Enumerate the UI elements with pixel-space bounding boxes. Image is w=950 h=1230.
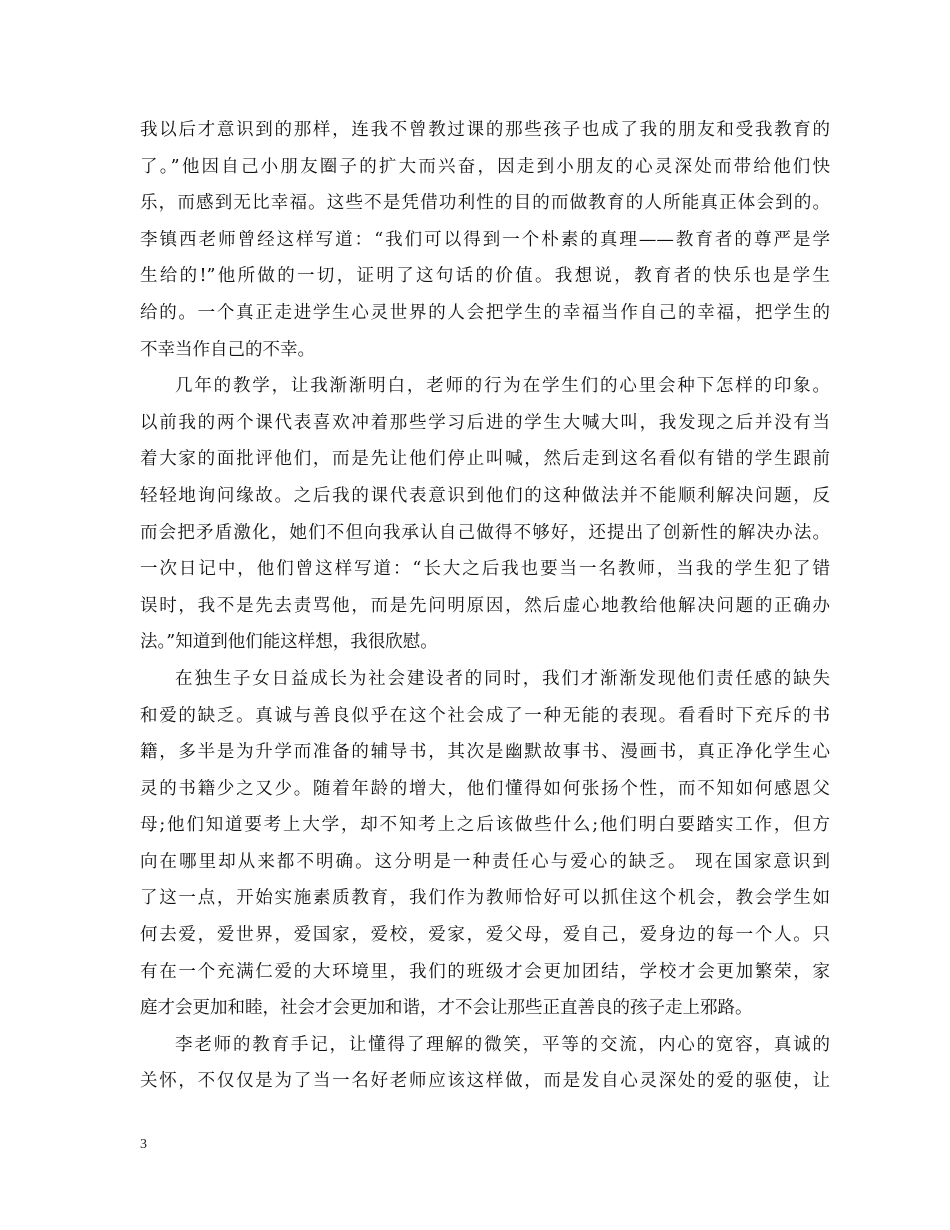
text-line: 误时，我不是先去责骂他，而是先问明原因，然后虚心地教给他解决问题的正确办 [140,595,830,616]
text-line: 和爱的缺乏。真诚与善良似乎在这个社会成了一种无能的表现。看看时下充斥的书 [140,705,830,726]
text-line: 法。”知道到他们能这样想，我很欣慰。 [140,632,438,653]
text-line: 在独生子女日益成长为社会建设者的同时，我们才渐渐发现他们责任感的缺失 [175,668,830,689]
page-number: 3 [140,1137,147,1152]
text-line: 母;他们知道要考上大学，却不知考上之后该做些什么;他们明白要踏实工作，但方 [140,815,830,836]
text-line: 籍，多半是为升学而准备的辅导书，其次是幽默故事书、漫画书，真正净化学生心 [140,742,830,763]
text-line: 有在一个充满仁爱的大环境里，我们的班级才会更加团结，学校才会更加繁荣，家 [140,961,830,982]
text-line: 庭才会更加和睦，社会才会更加和谐，才不会让那些正直善良的孩子走上邪路。 [140,998,753,1019]
text-line: 以前我的两个课代表喜欢冲着那些学习后进的学生大喊大叫，我发现之后并没有当 [140,412,830,433]
text-line: 不幸当作自己的不幸。 [140,339,315,360]
text-line: 李老师的教育手记，让懂得了理解的微笑，平等的交流，内心的宽容，真诚的 [175,1034,830,1055]
text-line: 一次日记中，他们曾这样写道：“长大之后我也要当一名教师，当我的学生犯了错 [140,559,830,580]
text-line: 几年的教学，让我渐渐明白，老师的行为在学生们的心里会种下怎样的印象。 [175,376,830,397]
text-line: 何去爱，爱世界，爱国家，爱校，爱家，爱父母，爱自己，爱身边的每一个人。只 [140,925,830,946]
text-line: 向在哪里却从来都不明确。这分明是一种责任心与爱心的缺乏。 现在国家意识到 [140,851,830,872]
text-line: 灵的书籍少之又少。随着年龄的增大，他们懂得如何张扬个性，而不知如何感恩父 [140,778,830,799]
text-line: 生给的!”他所做的一切，证明了这句话的价值。我想说，教育者的快乐也是学生 [140,266,830,287]
text-line: 轻轻地询问缘故。之后我的课代表意识到他们的这种做法并不能顺利解决问题，反 [140,485,830,506]
text-line: 着大家的面批评他们，而是先让他们停止叫喊，然后走到这名看似有错的学生跟前 [140,449,830,470]
text-line: 李镇西老师曾经这样写道：“我们可以得到一个朴素的真理——教育者的尊严是学 [140,229,830,250]
text-line: 关怀，不仅仅是为了当一名好老师应该这样做，而是发自心灵深处的爱的驱使，让 [140,1071,830,1092]
text-line: 了。”他因自己小朋友圈子的扩大而兴奋，因走到小朋友的心灵深处而带给他们快 [140,156,830,177]
text-line: 我以后才意识到的那样，连我不曾教过课的那些孩子也成了我的朋友和受我教育的 [140,120,830,140]
body-text [140,112,830,1100]
text-line: 乐，而感到无比幸福。这些不是凭借功利性的目的而做教育的人所能真正体会到的。 [140,193,830,214]
text-line: 了这一点，开始实施素质教育，我们作为教师恰好可以抓住这个机会，教会学生如 [140,888,830,909]
text-line: 而会把矛盾激化，她们不但向我承认自己做得不够好，还提出了创新性的解决办法。 [140,522,830,543]
text-line: 给的。一个真正走进学生心灵世界的人会把学生的幸福当作自己的幸福，把学生的 [140,302,830,323]
